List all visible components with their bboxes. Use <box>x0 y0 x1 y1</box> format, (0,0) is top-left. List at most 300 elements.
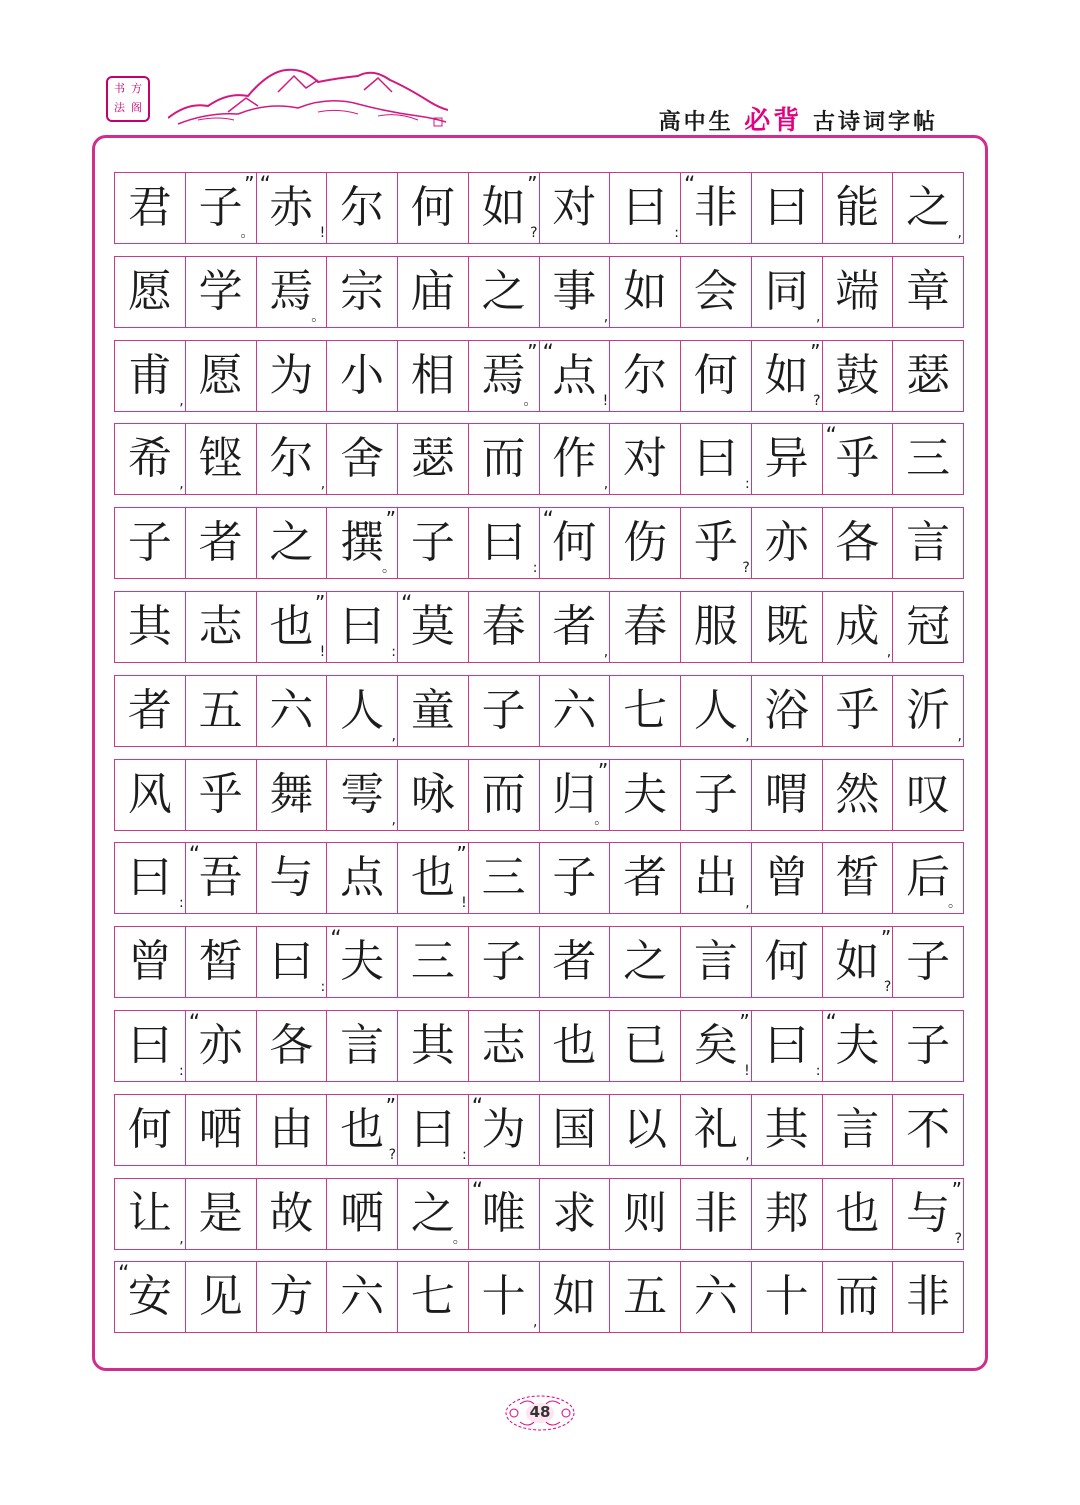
grid-cell <box>115 341 186 411</box>
hanzi-character: 不 <box>906 1103 951 1155</box>
grid-cell <box>115 257 186 327</box>
hanzi-character: 学 <box>198 265 243 317</box>
grid-cell <box>610 1262 681 1332</box>
punctuation-mark: : <box>532 560 538 577</box>
grid-cell <box>752 424 823 494</box>
grid-cell <box>610 257 681 327</box>
grid-cell <box>257 508 328 578</box>
grid-cell <box>610 424 681 494</box>
punctuation-mark: “ <box>684 173 696 198</box>
punctuation-mark: “ <box>471 1094 484 1120</box>
hanzi-character: 唯 <box>481 1187 526 1239</box>
grid-cell <box>186 257 257 327</box>
mountain-decoration-icon <box>168 62 448 132</box>
grid-cell <box>469 257 540 327</box>
grid-cell <box>540 508 611 578</box>
punctuation-mark: , <box>533 1314 538 1331</box>
punctuation-mark: ? <box>742 560 750 577</box>
grid-cell <box>681 1179 752 1249</box>
hanzi-character: 之 <box>269 517 314 569</box>
grid-cell <box>893 1262 963 1332</box>
hanzi-character: 伤 <box>623 517 668 569</box>
hanzi-character: 皙 <box>835 852 880 904</box>
hanzi-character: 曰 <box>127 852 172 904</box>
grid-cell <box>257 927 328 997</box>
hanzi-character: 者 <box>623 852 668 904</box>
hanzi-character: 喟 <box>764 768 809 820</box>
punctuation-mark: ” <box>314 591 326 615</box>
hanzi-character: 归 <box>552 768 597 820</box>
hanzi-character: 曰 <box>410 1103 455 1155</box>
grid-cell <box>257 257 328 327</box>
hanzi-character: 焉 <box>481 349 526 401</box>
punctuation-mark: ! <box>602 392 609 409</box>
grid-cell <box>327 676 398 746</box>
hanzi-character: 点 <box>340 852 385 904</box>
hanzi-character: 服 <box>693 601 738 652</box>
grid-cell <box>469 341 540 411</box>
grid-row <box>114 340 964 412</box>
punctuation-mark: , <box>320 476 326 493</box>
punctuation-mark: : <box>462 1146 467 1163</box>
grid-cell <box>469 508 540 578</box>
hanzi-character: 如 <box>481 182 526 233</box>
punctuation-mark: 。 <box>452 1230 467 1247</box>
grid-cell <box>893 676 963 746</box>
hanzi-character: 皙 <box>198 936 243 988</box>
punctuation-mark: 。 <box>240 225 255 241</box>
grid-cell <box>752 843 823 913</box>
grid-cell <box>398 1179 469 1249</box>
grid-cell <box>115 843 186 913</box>
hanzi-character: 七 <box>623 684 668 736</box>
hanzi-character: 希 <box>127 433 172 485</box>
grid-cell <box>681 1095 752 1165</box>
grid-cell <box>398 173 469 243</box>
grid-cell <box>115 1179 186 1249</box>
hanzi-character: 以 <box>623 1103 668 1155</box>
grid-cell <box>327 1262 398 1332</box>
hanzi-character: 七 <box>410 1271 455 1323</box>
grid-cell <box>823 508 894 578</box>
hanzi-character: 矣 <box>693 1020 738 1071</box>
grid-cell <box>681 173 752 243</box>
hanzi-character: 见 <box>198 1271 243 1323</box>
grid-cell <box>681 760 752 830</box>
grid-cell <box>186 341 257 411</box>
grid-cell <box>186 927 257 997</box>
grid-cell <box>681 676 752 746</box>
grid-cell <box>398 257 469 327</box>
hanzi-character: 甫 <box>127 349 172 401</box>
grid-cell <box>540 1262 611 1332</box>
grid-cell <box>823 257 894 327</box>
grid-cell <box>893 843 963 913</box>
page-title: 高中生 必背 古诗词字帖 <box>658 106 938 136</box>
grid-cell <box>327 341 398 411</box>
grid-cell <box>681 592 752 662</box>
hanzi-character: 是 <box>198 1187 243 1239</box>
grid-cell <box>610 1011 681 1081</box>
hanzi-character: 六 <box>693 1271 738 1323</box>
hanzi-character: 如 <box>623 265 668 317</box>
hanzi-character: 曰 <box>764 1020 809 1071</box>
grid-cell <box>823 592 894 662</box>
grid-row <box>114 256 964 328</box>
grid-cell <box>540 927 611 997</box>
hanzi-character: 为 <box>481 1103 526 1155</box>
grid-row <box>114 759 964 831</box>
grid-cell <box>823 676 894 746</box>
hanzi-character: 亦 <box>198 1020 243 1071</box>
grid-cell <box>186 760 257 830</box>
hanzi-character: 舞 <box>269 768 314 820</box>
hanzi-character: 如 <box>552 1271 597 1323</box>
hanzi-character: 章 <box>906 265 951 317</box>
grid-cell <box>186 173 257 243</box>
punctuation-mark: “ <box>825 424 837 450</box>
grid-cell <box>186 843 257 913</box>
grid-cell <box>893 592 963 662</box>
grid-cell <box>398 341 469 411</box>
grid-cell <box>540 1179 611 1249</box>
hanzi-character: 非 <box>693 182 738 233</box>
grid-cell <box>752 760 823 830</box>
hanzi-character: 尔 <box>340 182 385 233</box>
grid-cell <box>823 1011 894 1081</box>
punctuation-mark: ” <box>244 172 255 196</box>
grid-cell <box>752 341 823 411</box>
punctuation-mark: : <box>179 1063 184 1079</box>
grid-cell <box>469 424 540 494</box>
punctuation-mark: “ <box>542 340 554 366</box>
punctuation-mark: “ <box>118 1262 130 1288</box>
grid-cell <box>610 173 681 243</box>
grid-cell <box>823 341 894 411</box>
hanzi-character: 言 <box>835 1103 880 1155</box>
hanzi-character: 六 <box>269 684 314 736</box>
grid-cell <box>681 424 752 494</box>
grid-cell <box>540 173 611 243</box>
grid-cell <box>327 927 398 997</box>
grid-cell <box>257 843 328 913</box>
hanzi-character: 庙 <box>410 265 455 317</box>
punctuation-mark: “ <box>259 173 271 198</box>
grid-cell <box>823 1262 894 1332</box>
punctuation-mark: : <box>391 644 396 660</box>
hanzi-character: 其 <box>127 601 172 652</box>
punctuation-mark: : <box>179 895 184 912</box>
grid-cell <box>893 927 963 997</box>
hanzi-character: 如 <box>835 936 880 988</box>
punctuation-mark: ” <box>456 842 467 867</box>
punctuation-mark: : <box>674 225 679 241</box>
grid-cell <box>540 843 611 913</box>
hanzi-character: 三 <box>481 852 526 904</box>
hanzi-character: 愿 <box>198 349 243 401</box>
hanzi-character: 夫 <box>623 768 668 820</box>
hanzi-character: 邦 <box>764 1187 809 1239</box>
punctuation-mark: 。 <box>523 392 538 409</box>
grid-cell <box>327 1011 398 1081</box>
grid-cell <box>469 843 540 913</box>
punctuation-mark: ! <box>319 644 326 660</box>
hanzi-character: 者 <box>198 517 243 569</box>
punctuation-mark: ” <box>527 339 538 364</box>
grid-cell <box>752 508 823 578</box>
punctuation-mark: “ <box>471 1178 484 1204</box>
grid-cell <box>681 1011 752 1081</box>
punctuation-mark: , <box>603 644 609 660</box>
grid-cell <box>752 927 823 997</box>
grid-cell <box>327 843 398 913</box>
grid-cell <box>823 173 894 243</box>
hanzi-character: 鼓 <box>835 349 880 401</box>
punctuation-mark: ” <box>880 926 892 951</box>
hanzi-character: 对 <box>623 433 668 485</box>
hanzi-character: 何 <box>552 517 597 569</box>
hanzi-character: 者 <box>552 601 597 652</box>
grid-cell <box>469 1095 540 1165</box>
hanzi-character: 叹 <box>906 768 951 820</box>
grid-cell <box>823 760 894 830</box>
grid-cell <box>681 927 752 997</box>
grid-cell <box>610 843 681 913</box>
grid-cell <box>115 592 186 662</box>
hanzi-character: 乎 <box>198 768 243 820</box>
grid-cell <box>893 173 963 243</box>
punctuation-mark: ” <box>385 1093 396 1118</box>
hanzi-character: 撰 <box>340 517 385 569</box>
grid-cell <box>469 1011 540 1081</box>
grid-cell <box>469 592 540 662</box>
grid-cell <box>823 927 894 997</box>
grid-cell <box>893 257 963 327</box>
grid-cell <box>540 424 611 494</box>
hanzi-character: 然 <box>835 768 880 820</box>
grid-cell <box>752 1011 823 1081</box>
punctuation-mark: , <box>957 225 962 241</box>
hanzi-character: 夫 <box>340 936 385 988</box>
hanzi-character: 三 <box>906 433 951 485</box>
grid-cell <box>186 424 257 494</box>
grid-cell <box>186 592 257 662</box>
hanzi-character: 成 <box>835 601 880 652</box>
punctuation-mark: : <box>815 1063 821 1079</box>
hanzi-character: 小 <box>340 349 385 401</box>
grid-cell <box>257 1179 328 1249</box>
hanzi-character: 言 <box>340 1020 385 1071</box>
hanzi-character: 曰 <box>693 433 738 485</box>
hanzi-character: 也 <box>340 1103 385 1155</box>
hanzi-character: 言 <box>906 517 951 569</box>
punctuation-mark: , <box>603 308 609 325</box>
punctuation-mark: : <box>320 979 326 996</box>
grid-cell <box>257 173 328 243</box>
grid-cell <box>398 1095 469 1165</box>
hanzi-character: 何 <box>764 936 809 988</box>
punctuation-mark: “ <box>330 927 342 953</box>
hanzi-character: 也 <box>269 601 314 652</box>
hanzi-character: 曰 <box>269 936 314 988</box>
seal-char: 方 <box>131 82 142 95</box>
hanzi-character: 异 <box>764 433 809 485</box>
grid-cell <box>115 676 186 746</box>
punctuation-mark: ” <box>527 172 538 196</box>
hanzi-character: 故 <box>269 1187 314 1239</box>
grid-cell <box>327 508 398 578</box>
punctuation-mark: ! <box>744 1063 750 1079</box>
hanzi-character: 方 <box>269 1271 314 1323</box>
hanzi-character: 瑟 <box>906 349 951 401</box>
hanzi-character: 三 <box>410 936 455 988</box>
punctuation-mark: , <box>179 392 184 409</box>
grid-row <box>114 1094 964 1166</box>
hanzi-character: 也 <box>552 1020 597 1071</box>
grid-cell <box>681 341 752 411</box>
hanzi-character: 安 <box>127 1271 172 1323</box>
hanzi-character: 子 <box>906 936 951 988</box>
grid-cell <box>752 676 823 746</box>
grid-cell <box>752 1179 823 1249</box>
hanzi-character: 之 <box>906 182 951 233</box>
grid-row <box>114 926 964 998</box>
punctuation-mark: ? <box>388 1146 396 1163</box>
hanzi-character: 莫 <box>410 601 455 652</box>
grid-row <box>114 1261 964 1333</box>
grid-cell <box>469 1262 540 1332</box>
grid-cell <box>610 1095 681 1165</box>
hanzi-character: 亦 <box>764 517 809 569</box>
punctuation-mark: 。 <box>311 308 326 325</box>
hanzi-character: 对 <box>552 182 597 233</box>
punctuation-mark: ? <box>813 392 821 409</box>
hanzi-character: 已 <box>623 1020 668 1071</box>
grid-cell <box>327 257 398 327</box>
hanzi-character: 子 <box>481 684 526 736</box>
grid-cell <box>610 927 681 997</box>
hanzi-character: 十 <box>764 1271 809 1323</box>
hanzi-character: 沂 <box>906 684 951 736</box>
punctuation-mark: , <box>745 1146 750 1163</box>
hanzi-character: 之 <box>410 1187 455 1239</box>
hanzi-character: 既 <box>764 601 809 652</box>
hanzi-character: 六 <box>340 1271 385 1323</box>
punctuation-mark: ” <box>597 758 609 783</box>
grid-row <box>114 1010 964 1082</box>
hanzi-character: 子 <box>906 1020 951 1071</box>
hanzi-character: 子 <box>198 182 243 233</box>
hanzi-character: 曰 <box>127 1020 172 1071</box>
grid-cell <box>327 1179 398 1249</box>
grid-cell <box>752 257 823 327</box>
punctuation-mark: ? <box>954 1230 962 1247</box>
punctuation-mark: , <box>391 727 396 744</box>
grid-cell <box>469 760 540 830</box>
grid-row <box>114 842 964 914</box>
grid-cell <box>327 173 398 243</box>
grid-cell <box>752 173 823 243</box>
hanzi-character: 愿 <box>127 265 172 317</box>
grid-cell <box>115 424 186 494</box>
grid-cell <box>257 676 328 746</box>
grid-cell <box>469 927 540 997</box>
hanzi-character: 而 <box>835 1271 880 1323</box>
grid-cell <box>186 1011 257 1081</box>
hanzi-character: 而 <box>481 433 526 485</box>
hanzi-character: 之 <box>481 265 526 317</box>
grid-cell <box>610 676 681 746</box>
grid-cell <box>610 1179 681 1249</box>
grid-cell <box>115 760 186 830</box>
grid-cell <box>469 173 540 243</box>
grid-cell <box>398 760 469 830</box>
grid-cell <box>398 927 469 997</box>
punctuation-mark: , <box>886 644 892 660</box>
hanzi-character: 夫 <box>835 1020 880 1071</box>
hanzi-character: 非 <box>906 1271 951 1323</box>
punctuation-mark: , <box>391 811 396 828</box>
hanzi-character: 焉 <box>269 265 314 317</box>
grid-cell <box>398 508 469 578</box>
grid-cell <box>752 1262 823 1332</box>
punctuation-mark: , <box>603 476 609 493</box>
punctuation-mark: , <box>745 727 750 744</box>
seal-char: 法 <box>114 101 125 114</box>
grid-cell <box>327 1095 398 1165</box>
seal-char: 阁 <box>131 101 142 114</box>
grid-cell <box>540 592 611 662</box>
hanzi-character: 事 <box>552 265 597 317</box>
punctuation-mark: ! <box>461 895 467 912</box>
grid-cell <box>327 424 398 494</box>
grid-cell <box>186 1095 257 1165</box>
hanzi-character: 同 <box>764 265 809 317</box>
hanzi-character: 君 <box>127 182 172 233</box>
grid-cell <box>681 257 752 327</box>
hanzi-character: 雩 <box>340 768 385 820</box>
grid-cell <box>327 592 398 662</box>
hanzi-character: 何 <box>410 182 455 233</box>
grid-cell <box>681 508 752 578</box>
hanzi-character: 之 <box>623 936 668 988</box>
grid-cell <box>540 257 611 327</box>
punctuation-mark: “ <box>401 592 413 617</box>
grid-cell <box>327 760 398 830</box>
grid-cell <box>540 341 611 411</box>
hanzi-character: 六 <box>552 684 597 736</box>
hanzi-character: 春 <box>481 601 526 652</box>
punctuation-mark: ” <box>739 1010 750 1034</box>
grid-cell <box>893 424 963 494</box>
hanzi-character: 赤 <box>269 182 314 233</box>
hanzi-character: 子 <box>481 936 526 988</box>
hanzi-character: 会 <box>693 265 738 317</box>
punctuation-mark: 。 <box>594 811 609 828</box>
grid-cell <box>257 760 328 830</box>
grid-cell <box>257 1095 328 1165</box>
grid-cell <box>823 1179 894 1249</box>
punctuation-mark: , <box>745 895 750 912</box>
grid-cell <box>610 592 681 662</box>
punctuation-mark: ” <box>810 339 821 364</box>
punctuation-mark: : <box>745 476 750 493</box>
hanzi-character: 乎 <box>835 433 880 485</box>
hanzi-character: 瑟 <box>410 433 455 485</box>
hanzi-character: 尔 <box>269 433 314 485</box>
hanzi-character: 曰 <box>764 182 809 233</box>
hanzi-character: 舍 <box>340 433 385 485</box>
